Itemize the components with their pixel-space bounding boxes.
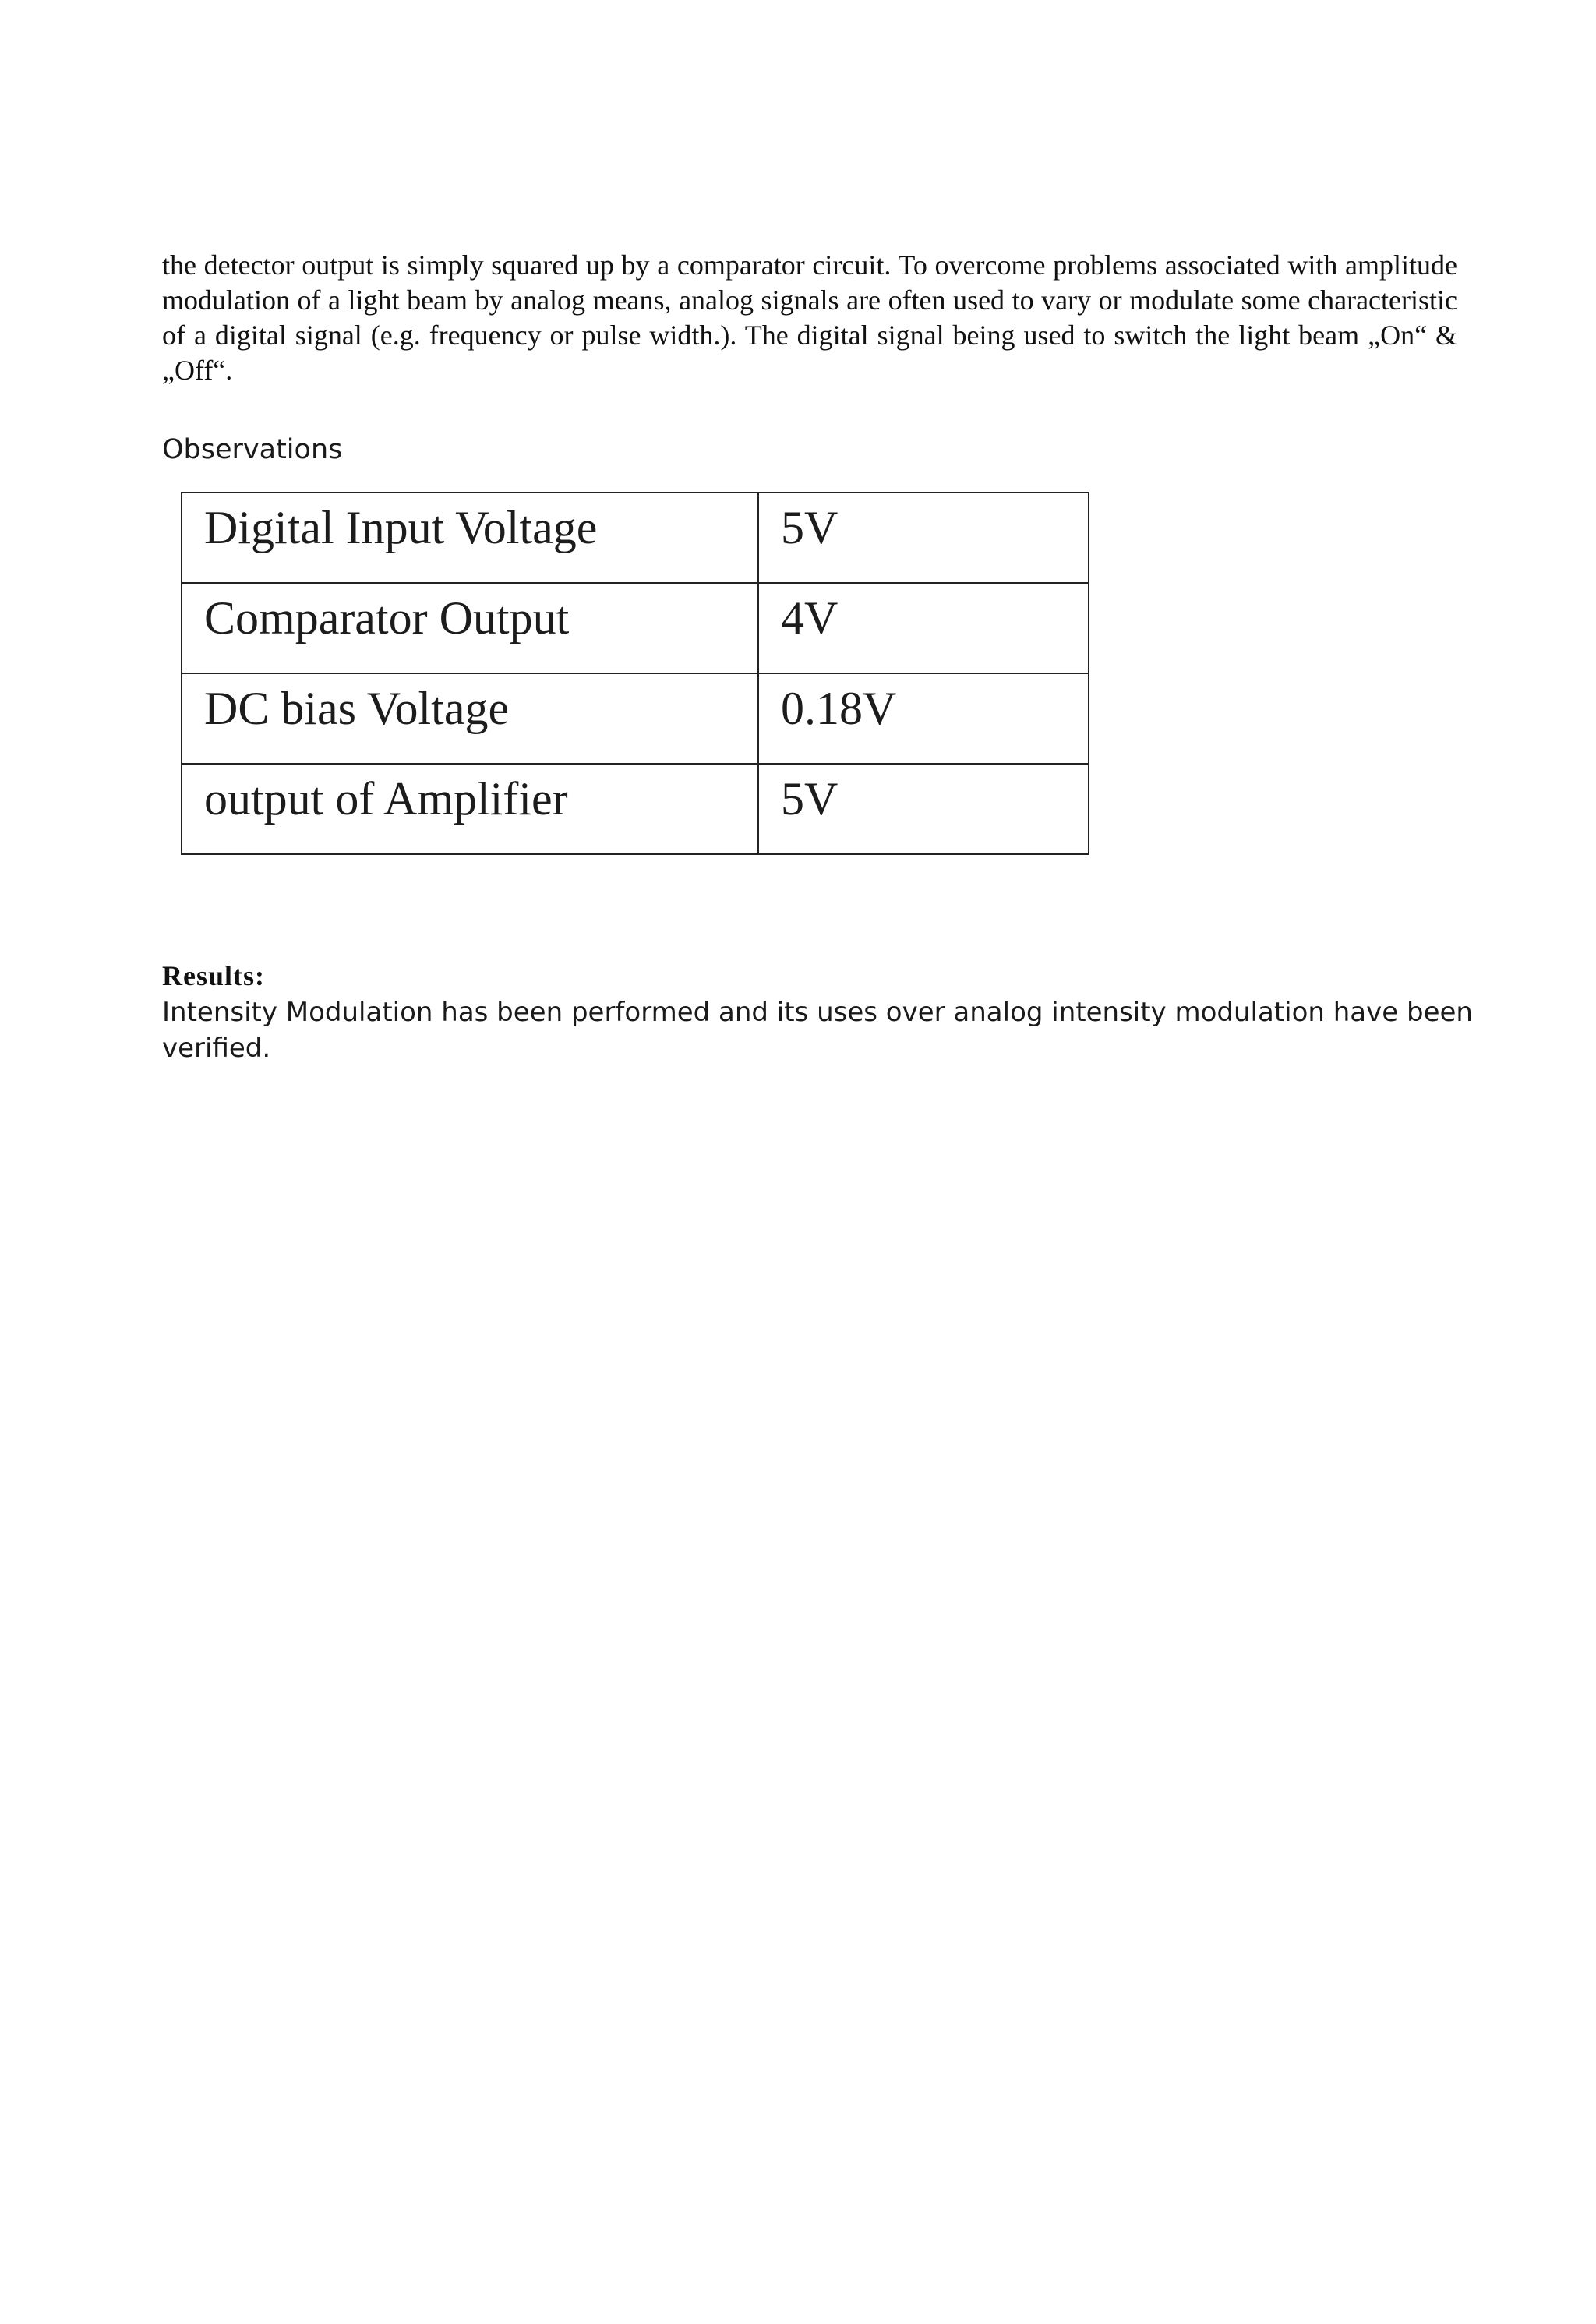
parameter-cell: Digital Input Voltage bbox=[182, 493, 758, 583]
observations-heading: Observations bbox=[162, 434, 343, 465]
value-cell: 5V bbox=[758, 764, 1089, 854]
body-paragraph: the detector output is simply squared up by a comparator circuit. To overcome problems associated with amplitude modulation of a light beam by analog means, analog signals are often used to vary or modulate some characteristic of a digital signal (e.g. frequency or pulse width.). The digital signal being used to switch the light beam „On“ & „Off“. bbox=[162, 249, 1457, 386]
table-row bbox=[182, 673, 1089, 764]
value-cell: 4V bbox=[758, 583, 1089, 673]
table-row bbox=[182, 493, 1089, 583]
table-row bbox=[182, 764, 1089, 854]
results-text: Intensity Modulation has been performed and its uses over analog intensity modulation have been verified. bbox=[162, 997, 1473, 1064]
results-heading: Results: bbox=[162, 960, 265, 991]
value-cell: 5V bbox=[758, 493, 1089, 583]
table-row bbox=[182, 583, 1089, 673]
parameter-cell: Comparator Output bbox=[182, 583, 758, 673]
parameter-cell: DC bias Voltage bbox=[182, 673, 758, 764]
parameter-cell: output of Amplifier bbox=[182, 764, 758, 854]
value-cell: 0.18V bbox=[758, 673, 1089, 764]
observations-table bbox=[181, 492, 1089, 855]
